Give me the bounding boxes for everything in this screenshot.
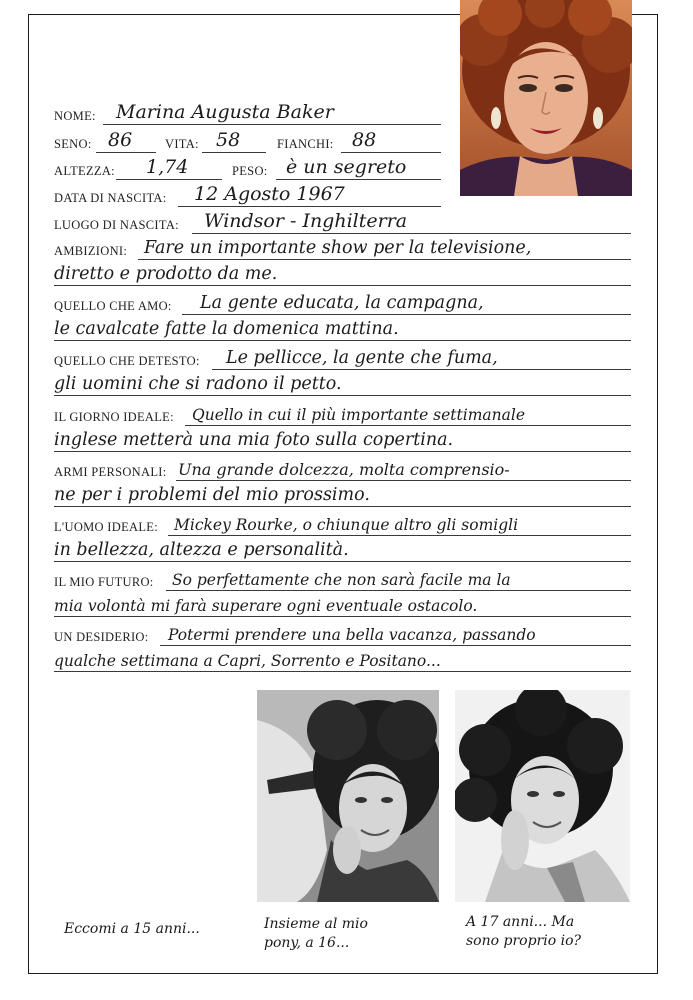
label-luogo-nascita: LUOGO DI NASCITA: <box>54 218 179 232</box>
value-uomo-ideale-line1: Mickey Rourke, o chiunque altro gli somigli <box>174 516 519 534</box>
row-desiderio-cont <box>54 643 631 673</box>
value-mio-futuro-line1: So perfettamente che non sarà facile ma la <box>172 571 511 589</box>
row-giorno-ideale-cont <box>54 423 631 453</box>
label-giorno-ideale: IL GIORNO IDEALE: <box>54 410 174 424</box>
value-quello-che-amo-line2: le cavalcate fatte la domenica mattina. <box>54 319 399 339</box>
caption-15-anni <box>64 920 200 939</box>
label-nome: NOME: <box>54 109 96 123</box>
value-giorno-ideale-line1: Quello in cui il più importante settimanale <box>192 406 526 424</box>
label-peso: PESO: <box>232 164 268 178</box>
row-mio-futuro-cont <box>54 588 631 618</box>
value-giorno-ideale-line2: inglese metterà una mia foto sulla copertina. <box>54 430 454 450</box>
value-data-nascita: 12 Agosto 1967 <box>194 183 345 205</box>
caption-17-anni <box>466 913 581 951</box>
value-vita: 58 <box>216 129 241 151</box>
caption-16-anni <box>264 915 368 953</box>
label-mio-futuro: IL MIO FUTURO: <box>54 575 154 589</box>
row-data-nascita <box>54 178 631 208</box>
row-armi-personali-cont <box>54 478 631 508</box>
value-altezza: 1,74 <box>146 156 189 178</box>
row-altezza <box>54 151 631 181</box>
label-fianchi: FIANCHI: <box>277 137 334 151</box>
photo-with-pony <box>257 690 439 902</box>
row-misure <box>54 124 631 154</box>
label-vita: VITA: <box>165 137 199 151</box>
label-altezza: ALTEZZA: <box>54 164 115 178</box>
label-armi-personali: ARMI PERSONALI: <box>54 465 167 479</box>
caption-15-anni-text: Eccomi a 15 anni... <box>64 921 200 937</box>
caption-17-anni-line1: A 17 anni... Ma <box>466 914 575 930</box>
value-quello-che-detesto-line2: gli uomini che si radono il petto. <box>54 374 342 394</box>
row-ambizioni-cont <box>54 257 631 287</box>
value-armi-personali-line2: ne per i problemi del mio prossimo. <box>54 485 370 505</box>
value-quello-che-detesto-line1: Le pellicce, la gente che fuma, <box>226 348 498 368</box>
value-nome: Marina Augusta Baker <box>116 101 334 123</box>
label-data-nascita: DATA DI NASCITA: <box>54 191 167 205</box>
value-desiderio-line2: qualche settimana a Capri, Sorrento e Positano... <box>54 652 441 670</box>
label-seno: SENO: <box>54 137 92 151</box>
value-mio-futuro-line2: mia volontà mi farà superare ogni eventuale ostacolo. <box>54 597 478 615</box>
label-desiderio: UN DESIDERIO: <box>54 630 149 644</box>
value-ambizioni-line2: diretto e prodotto da me. <box>54 264 278 284</box>
caption-16-anni-line1: Insieme al mio <box>264 916 368 932</box>
value-peso: è un segreto <box>286 156 407 178</box>
label-ambizioni: AMBIZIONI: <box>54 244 128 258</box>
caption-16-anni-line2: pony, a 16... <box>264 935 350 951</box>
value-luogo-nascita: Windsor - Inghilterra <box>204 210 408 232</box>
value-seno: 86 <box>108 129 133 151</box>
value-uomo-ideale-line2: in bellezza, altezza e personalità. <box>54 540 349 560</box>
value-armi-personali-line1: Una grande dolcezza, molta comprensio- <box>178 460 510 479</box>
row-quello-che-amo-cont <box>54 312 631 342</box>
caption-17-anni-line2: sono proprio io? <box>466 933 582 949</box>
value-ambizioni-line1: Fare un importante show per la televisione, <box>144 238 532 258</box>
photo-hand-on-cheek <box>455 690 630 902</box>
value-quello-che-amo-line1: La gente educata, la campagna, <box>200 293 484 313</box>
row-quello-che-detesto-cont <box>54 367 631 397</box>
value-desiderio-line1: Potermi prendere una bella vacanza, passando <box>168 626 536 644</box>
row-uomo-ideale-cont <box>54 533 631 563</box>
label-quello-che-detesto: QUELLO CHE DETESTO: <box>54 354 200 368</box>
value-fianchi: 88 <box>352 129 377 151</box>
label-quello-che-amo: QUELLO CHE AMO: <box>54 299 172 313</box>
label-uomo-ideale: L'UOMO IDEALE: <box>54 520 159 534</box>
row-nome <box>54 96 631 126</box>
